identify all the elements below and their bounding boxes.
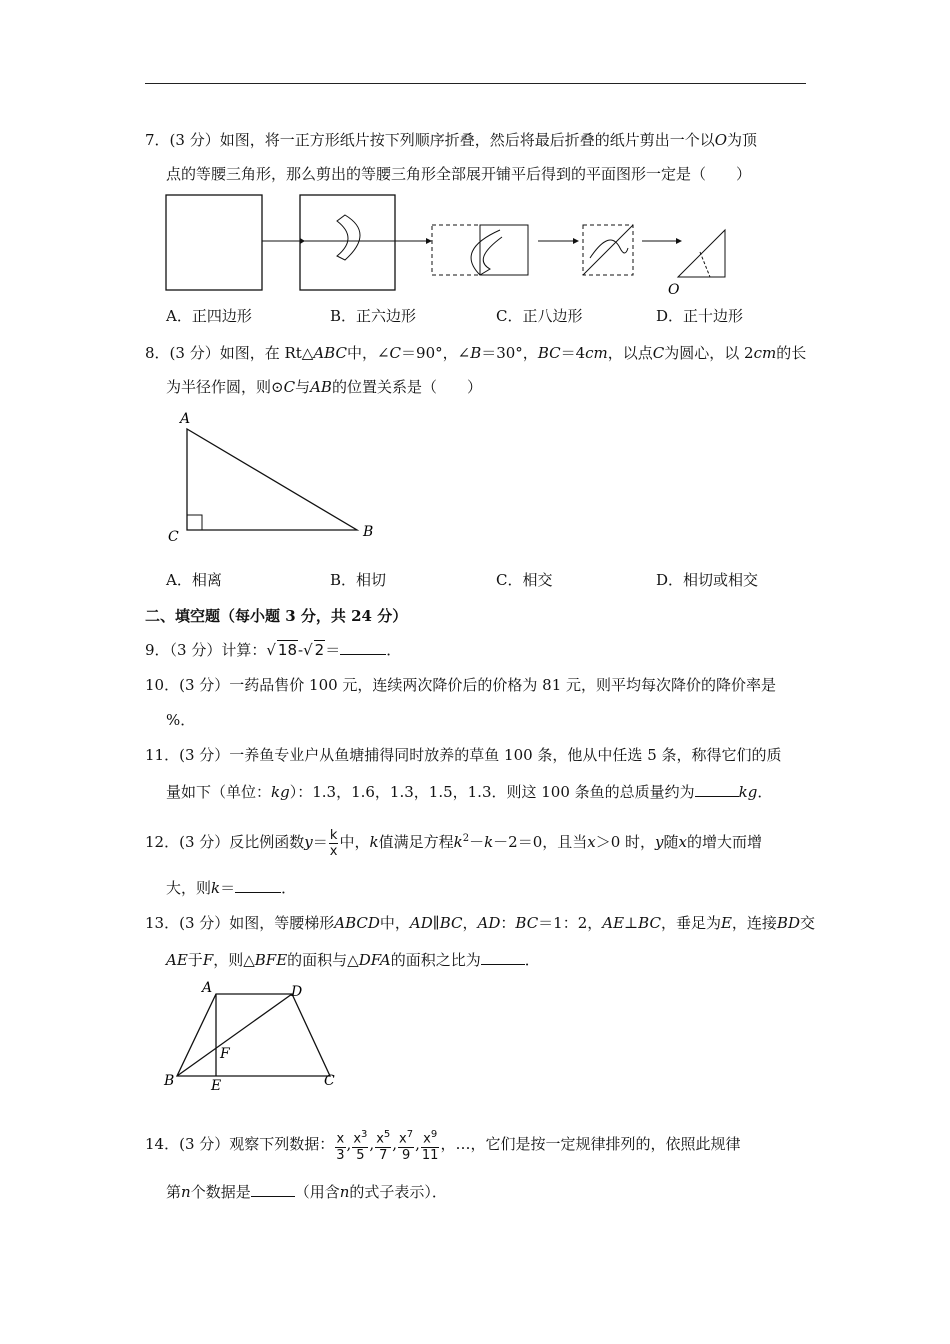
q8-label-c: C (168, 529, 179, 545)
q12-line1: 12．(3 分）反比例函数y＝ $\frac{k}{x}$ 中，k值满足方程$k^2-k-2=0$，且当x＞0 时，y随x的增大而增 (145, 827, 763, 859)
q13-line2: AE于F，则△BFE的面积与△DFA的面积之比为 ． (166, 951, 540, 969)
q7-option-b[interactable]: B．正六边形 (330, 307, 417, 325)
q12-fraction: $\frac{k}{x}$ (329, 827, 338, 859)
q7-label-o: O (668, 282, 680, 298)
q14-fraction-1: $\frac{x}{3}$ (335, 1127, 345, 1162)
q8-option-a[interactable]: A．相离 (166, 571, 222, 589)
q7-line1: 7．(3 分）如图，将一正方形纸片按下列顺序折叠，然后将最后折叠的纸片剪出一个以O为顶 (145, 131, 758, 149)
q14-fraction-4: $\frac{x^7}{9}$ (399, 1129, 414, 1163)
q13-answer-blank[interactable] (481, 950, 525, 965)
q7-line2: 点的等腰三角形，那么剪出的等腰三角形全部展开铺平后得到的平面图形一定是（ ） (166, 165, 752, 183)
q13-label-c: C (324, 1073, 335, 1089)
q13-trapezoid-figure (160, 978, 360, 1093)
q10-line1: 10．(3 分）一药品售价 100 元，连续两次降价后的价格为 81 元，则平均每次降价的降价率是 (145, 676, 777, 694)
q9-line: 9．（3 分）计算：√ 18-√ 2＝ ． (145, 641, 402, 659)
q12-answer-blank[interactable] (235, 878, 281, 893)
section-2-heading: 二、填空题（每小题 3 分，共 24 分） (145, 607, 408, 625)
q8-label-b: B (363, 524, 374, 540)
q8-option-d[interactable]: D．相切或相交 (656, 571, 759, 589)
q13-label-e: E (211, 1078, 222, 1094)
q14-answer-blank[interactable] (251, 1182, 295, 1197)
q13-label-d: D (291, 984, 303, 1000)
q8-option-b[interactable]: B．相切 (330, 571, 387, 589)
q9-answer-blank[interactable] (340, 640, 386, 655)
q13-label-f: F (220, 1046, 230, 1062)
q9-sqrt-2: √ 2 (303, 641, 325, 659)
q14-line1: 14．(3 分）观察下列数据： $\frac{x}{3}$ , $\frac{x^3}{5}$ , $\frac{x^5}{7}$ , $\frac{x^7}{9}$ , $\frac{x^9}{11}$ ，…，它们是按一定规律排列的，依照此规律 (145, 1129, 741, 1163)
header-rule (145, 83, 806, 84)
q7-option-d[interactable]: D．正十边形 (656, 307, 744, 325)
q8-line1: 8．(3 分）如图，在 Rt△ABC中，∠C＝90°，∠B＝30°，BC＝4cm，以点C为圆心，以 2cm的长 (145, 344, 807, 362)
q14-fraction-2: $\frac{x^3}{5}$ (353, 1129, 368, 1163)
q11-line1: 11．(3 分）一养鱼专业户从鱼塘捕得同时放养的草鱼 100 条，他从中任选 5 条，称得它们的质 (145, 746, 782, 764)
q13-label-a: A (202, 980, 213, 996)
q11-line2: 量如下（单位：kg）：1.3，1.6，1.3，1.5，1.3．则这 100 条鱼的总质量约为 kg． (166, 783, 773, 801)
q14-fraction-5: $\frac{x^9}{11}$ (421, 1129, 439, 1163)
q9-sqrt-18: √ 18 (266, 641, 298, 659)
q8-triangle-figure (160, 405, 390, 550)
q7-option-c[interactable]: C．正八边形 (496, 307, 583, 325)
q8-option-c[interactable]: C．相交 (496, 571, 553, 589)
q14-fraction-3: $\frac{x^5}{7}$ (376, 1129, 391, 1163)
q12-line2: 大，则k＝ ． (166, 879, 297, 897)
q13-label-b: B (164, 1073, 175, 1089)
q13-line1: 13．(3 分）如图，等腰梯形ABCD中，AD∥BC，AD：BC＝1：2，AE⊥BC，垂足为E，连接BD交 (145, 914, 815, 932)
q7-folding-figure (160, 190, 740, 300)
q8-line2: 为半径作圆，则⊙C与AB的位置关系是（ ） (166, 378, 482, 396)
q14-line2: 第n个数据是 （用含n的式子表示）． (166, 1183, 447, 1201)
q7-option-a[interactable]: A．正四边形 (166, 307, 252, 325)
q11-answer-blank[interactable] (695, 782, 739, 797)
q10-line2: %． (166, 711, 196, 729)
q8-label-a: A (180, 411, 191, 427)
